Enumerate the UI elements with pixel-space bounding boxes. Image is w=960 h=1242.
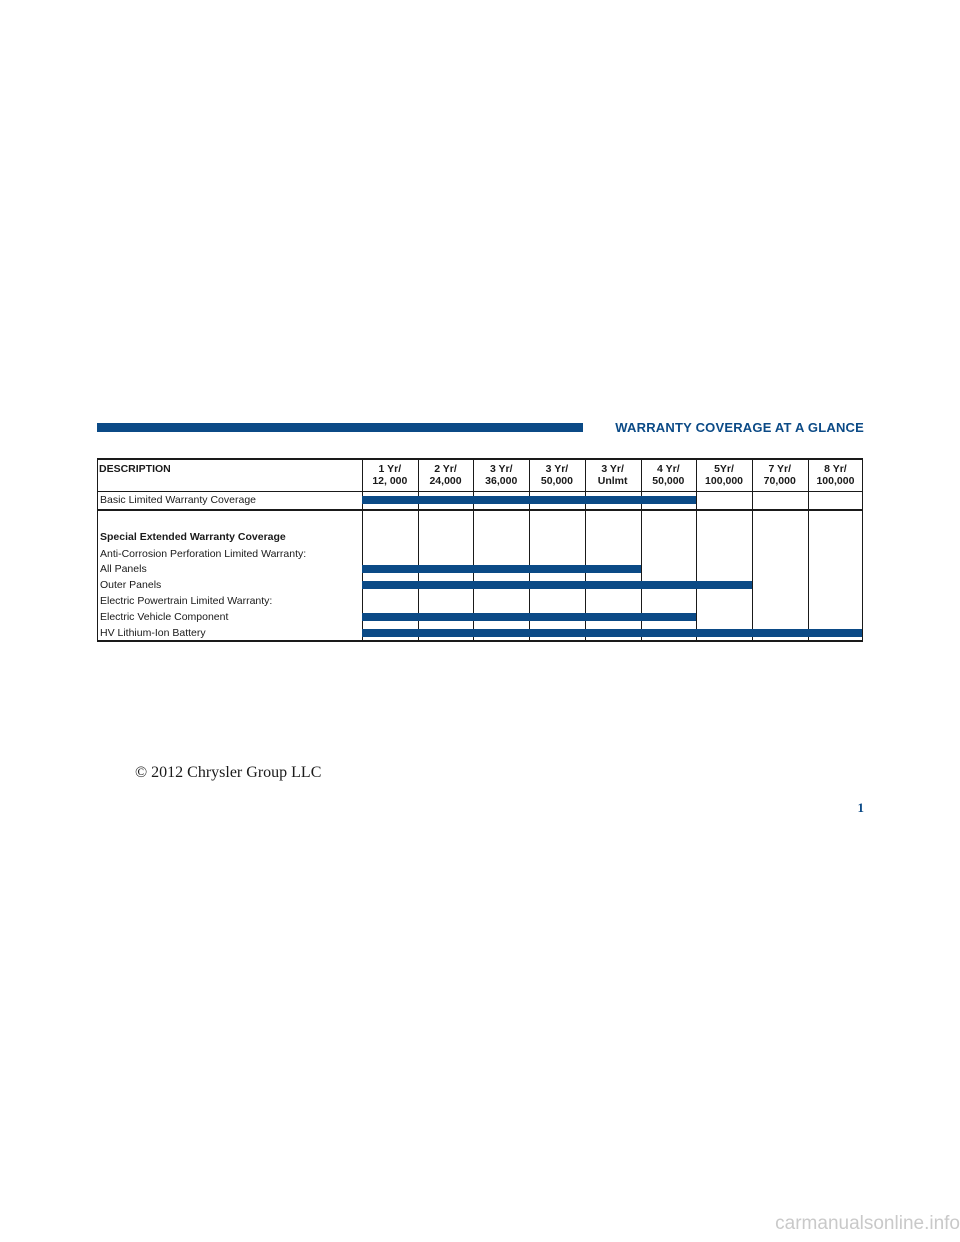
column-header-mileage: 50,000 bbox=[652, 475, 685, 487]
row-label-all-panels: All Panels bbox=[100, 563, 147, 575]
coverage-bar-ev-component bbox=[362, 613, 696, 621]
page-number: 1 bbox=[857, 800, 864, 815]
column-header bbox=[696, 463, 752, 487]
column-header-mileage: 50,000 bbox=[540, 475, 573, 487]
column-header bbox=[418, 463, 474, 487]
column-header-term: 3 Yr/ bbox=[545, 463, 569, 475]
column-header-mileage: 100,000 bbox=[705, 475, 744, 487]
row-label-ev-component: Electric Vehicle Component bbox=[100, 611, 229, 623]
column-header-term: 3 Yr/ bbox=[489, 463, 513, 475]
table-left-border bbox=[97, 458, 98, 642]
row-label-special-heading: Special Extended Warranty Coverage bbox=[100, 531, 286, 543]
column-header-term: 4 Yr/ bbox=[657, 463, 680, 475]
description-header: DESCRIPTION bbox=[99, 463, 171, 475]
column-header bbox=[808, 463, 864, 487]
header-bottom-rule bbox=[97, 491, 863, 492]
coverage-bar-basic bbox=[362, 496, 696, 504]
row-label-basic: Basic Limited Warranty Coverage bbox=[100, 494, 257, 506]
column-header-term: 1 Yr/ bbox=[378, 463, 402, 475]
watermark: carmanualsonline.info bbox=[775, 1213, 960, 1234]
column-header bbox=[529, 463, 585, 487]
warranty-coverage-table bbox=[97, 458, 863, 642]
row-label-outer-panels: Outer Panels bbox=[100, 579, 162, 591]
section-header-bar bbox=[97, 423, 583, 432]
column-header bbox=[473, 463, 529, 487]
column-header-mileage: Unlmt bbox=[597, 475, 628, 487]
table-bottom-rule bbox=[97, 640, 863, 642]
column-header bbox=[641, 463, 697, 487]
coverage-bar-all-panels bbox=[362, 565, 641, 573]
table-top-rule bbox=[97, 458, 863, 460]
column-header-mileage: 24,000 bbox=[429, 475, 462, 487]
column-header-mileage: 70,000 bbox=[763, 475, 796, 487]
column-header-mileage: 36,000 bbox=[485, 475, 518, 487]
column-header bbox=[585, 463, 641, 487]
column-header-mileage: 100,000 bbox=[816, 475, 855, 487]
coverage-bar-outer-panels bbox=[362, 581, 752, 589]
copyright-notice: © 2012 Chrysler Group LLC bbox=[135, 764, 322, 781]
section-divider-rule bbox=[97, 509, 863, 511]
row-label-hv-battery: HV Lithium-Ion Battery bbox=[100, 627, 206, 639]
column-header-mileage: 12, 000 bbox=[372, 475, 408, 487]
column-header-term: 2 Yr/ bbox=[434, 463, 457, 475]
column-header-term: 8 Yr/ bbox=[824, 463, 847, 475]
row-label-electric-powertrain: Electric Powertrain Limited Warranty: bbox=[100, 595, 273, 607]
column-header-term: 3 Yr/ bbox=[601, 463, 624, 475]
column-header bbox=[752, 463, 808, 487]
coverage-bar-hv-battery bbox=[362, 629, 862, 637]
column-header-term: 7 Yr/ bbox=[768, 463, 792, 475]
column-header bbox=[362, 463, 418, 487]
section-title: WARRANTY COVERAGE AT A GLANCE bbox=[615, 420, 864, 435]
column-header-term: 5Yr/ bbox=[714, 463, 734, 475]
row-label-anti-corrosion: Anti-Corrosion Perforation Limited Warranty: bbox=[100, 548, 307, 560]
